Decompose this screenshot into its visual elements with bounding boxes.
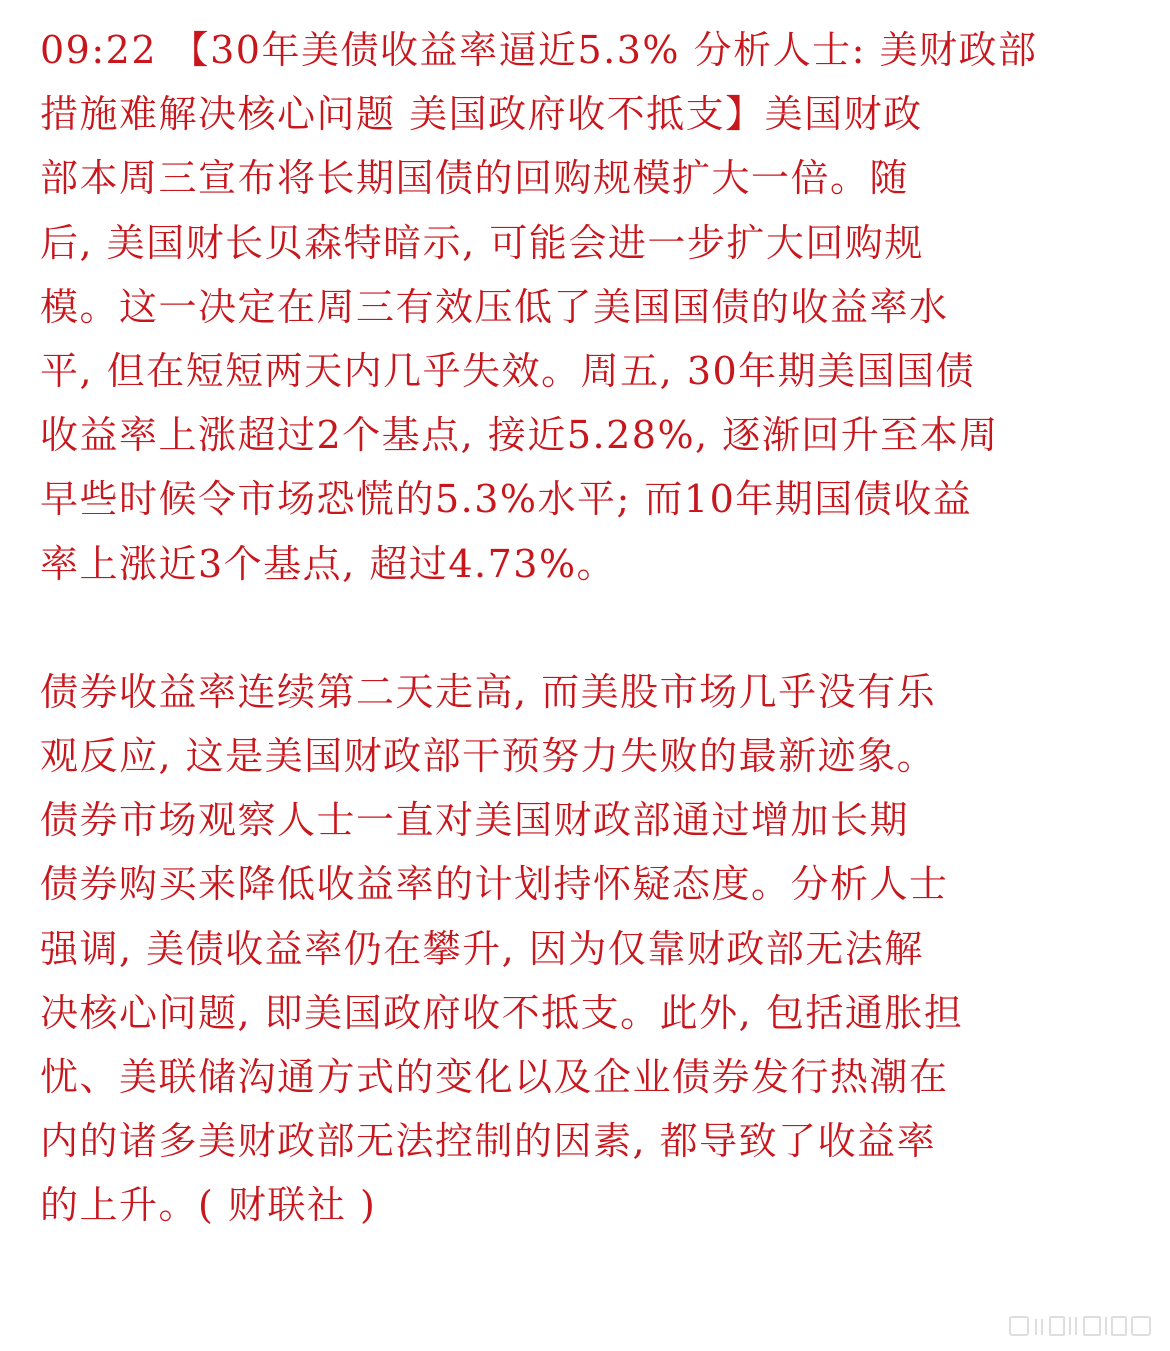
paragraph-line: 内的诸多美财政部无法控制的因素, 都导致了收益率: [40, 1119, 937, 1164]
article-body: [40, 18, 1140, 1238]
paragraph-gap: [40, 596, 1140, 660]
paragraph-line: 债券市场观察人士一直对美国财政部通过增加长期: [40, 798, 910, 843]
paragraph-line: 后, 美国财长贝森特暗示, 可能会进一步扩大回购规: [40, 220, 924, 265]
paragraph-line: 率上涨近3个基点, 超过4.73%。: [40, 541, 617, 586]
paragraph-line: 收益率上涨超过2个基点, 接近5.28%, 逐渐回升至本周: [40, 413, 999, 458]
paragraph-line: 决核心问题, 即美国政府收不抵支。此外, 包括通胀担: [40, 990, 964, 1035]
paragraph-line: 措施难解决核心问题 美国政府收不抵支】美国财政: [40, 92, 923, 137]
paragraph-line: 平, 但在短短两天内几乎失效。周五, 30年期美国国债: [40, 348, 976, 393]
paragraph-line: 债券购买来降低收益率的计划持怀疑态度。分析人士: [40, 862, 949, 907]
paragraph-line: 模。这一决定在周三有效压低了美国国债的收益率水: [40, 284, 949, 329]
paragraph-line: 观反应, 这是美国财政部干预努力失败的最新迹象。: [40, 734, 937, 779]
paragraph-line: 强调, 美债收益率仍在攀升, 因为仅靠财政部无法解: [40, 926, 924, 971]
paragraph-line: 的上升。( 财联社 ): [40, 1183, 377, 1228]
paragraph-line: 忧、美联储沟通方式的变化以及企业债券发行热潮在: [40, 1055, 949, 1099]
weibo-watermark-icon: [1006, 1311, 1156, 1341]
paragraph-1: [40, 18, 1140, 596]
paragraph-line: 债券收益率连续第二天走高, 而美股市场几乎没有乐: [40, 669, 937, 714]
paragraph-line: 部本周三宣布将长期国债的回购规模扩大一倍。随: [40, 156, 910, 201]
paragraph-2: [40, 660, 1140, 1238]
paragraph-line: 09:22 【30年美债收益率逼近5.3% 分析人士: 美财政部: [40, 28, 1038, 72]
paragraph-line: 早些时候令市场恐慌的5.3%水平; 而10年期国债收益: [40, 477, 973, 522]
